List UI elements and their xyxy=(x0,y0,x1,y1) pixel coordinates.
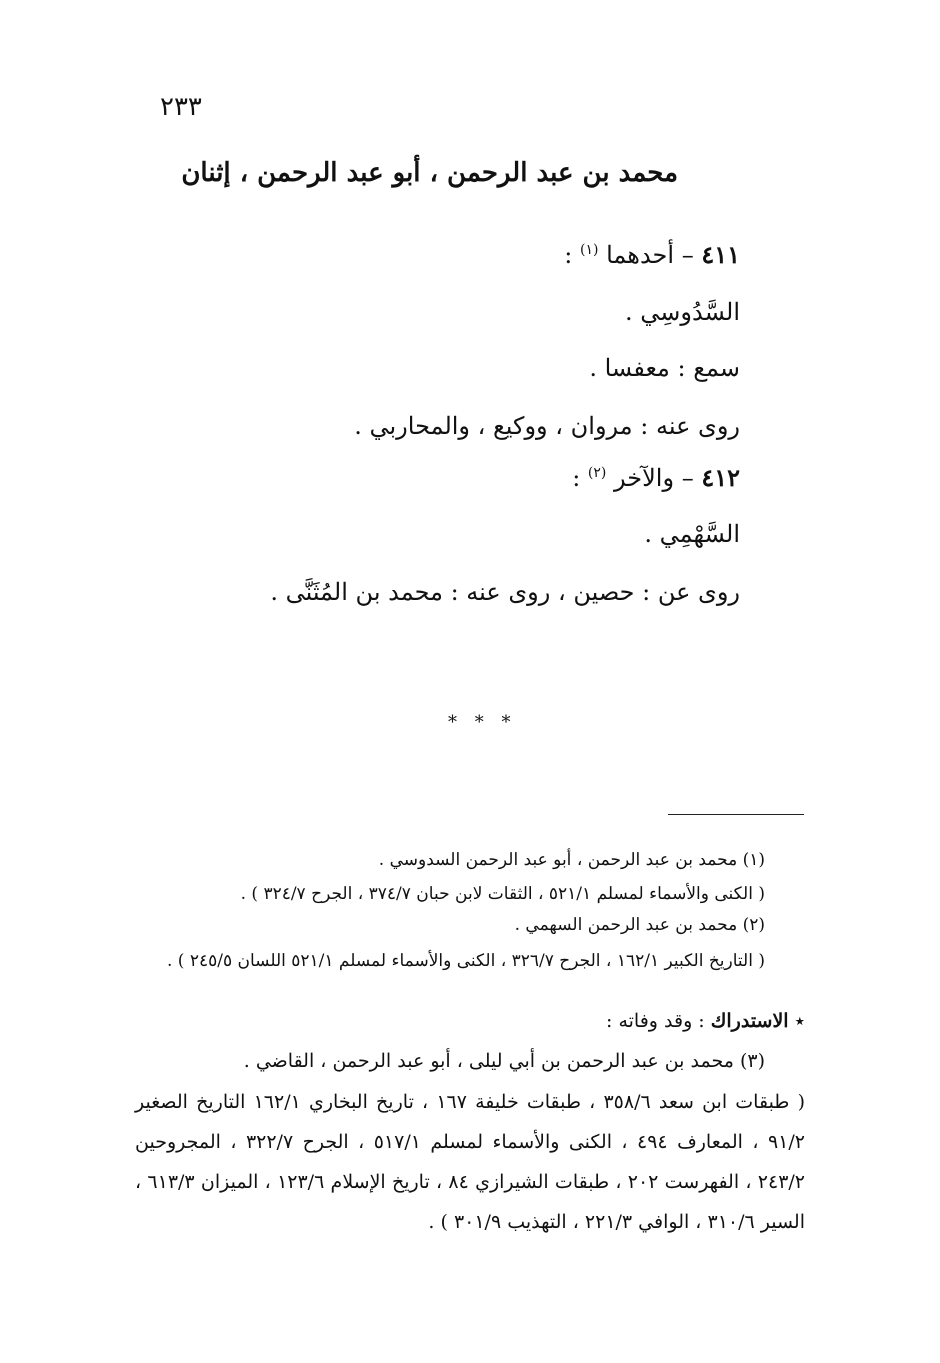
addendum-entry: (٣) محمد بن عبد الرحمن بن أبي ليلى ، أبو عبد الرحمن ، القاضي . xyxy=(243,1050,765,1072)
entry-title: والآخر xyxy=(614,464,675,492)
footnote-ref: (٢) xyxy=(587,465,607,481)
entry-412-nisba: السَّهْمِي . xyxy=(644,520,740,548)
entry-dash: – xyxy=(674,241,702,269)
addendum-label-rest: : وقد وفاته : xyxy=(606,1010,711,1032)
footnote-2-sources: ( التاريخ الكبير ١٦٢/١ ، الجرح ٣٢٦/٧ ، الكنى والأسماء لمسلم ٥٢١/١ اللسان ٢٤٥/٥ ) . xyxy=(166,951,765,971)
addendum-heading xyxy=(606,1010,805,1032)
page-number: ٢٣٣ xyxy=(160,92,202,122)
entry-title: أحدهما xyxy=(606,241,675,269)
section-heading: محمد بن عبد الرحمن ، أبو عبد الرحمن ، إثنان xyxy=(181,158,678,188)
addendum-label: الاستدراك xyxy=(710,1010,789,1032)
addendum-sources: ( طبقات ابن سعد ٣٥٨/٦ ، طبقات خليفة ١٦٧ ، تاريخ البخاري ١٦٢/١ التاريخ الصغير ٩١/٢ ، المعارف ٤٩٤ ، الكنى والأسماء لمسلم ٥١٧/١ ، الجرح ٣٢٢/٧ ، المجروحين ٢٤٣/٢ ، الفهرست ٢٠٢ ، طبقات الشيرازي ٨٤ ، تاريخ الإسلام ١٢٣/٦ ، الميزان ٦١٣/٣ ، السير ٣١٠/٦ ، الوافي ٢٢١/٣ ، التهذيب ٣٠١/٩ ) . xyxy=(135,1091,806,1233)
entry-412-header xyxy=(572,463,740,492)
entry-number: ٤١١ xyxy=(701,240,740,269)
entry-colon: : xyxy=(572,464,588,492)
footnote-2: (٢) محمد بن عبد الرحمن السهمي . xyxy=(514,915,765,935)
bullet-icon: ٭ xyxy=(794,1010,805,1032)
entry-411-heard: سمع : معفسا . xyxy=(589,354,740,382)
footnote-divider xyxy=(668,814,804,815)
entry-dash: – xyxy=(674,464,702,492)
entry-number: ٤١٢ xyxy=(701,463,740,492)
entry-colon: : xyxy=(564,241,580,269)
footnote-ref: (١) xyxy=(580,242,599,258)
entry-411-header xyxy=(564,240,740,269)
section-separator: * * * xyxy=(448,712,517,733)
footnote-1-sources: ( الكنى والأسماء لمسلم ٥٢١/١ ، الثقات لابن حبان ٣٧٤/٧ ، الجرح ٣٢٤/٧ ) . xyxy=(240,884,765,904)
entry-411-nisba: السَّدُوسِي . xyxy=(625,298,740,326)
footnote-1: (١) محمد بن عبد الرحمن ، أبو عبد الرحمن السدوسي . xyxy=(378,850,765,870)
entry-411-narrators: روى عنه : مروان ، ووكيع ، والمحاربي . xyxy=(354,412,740,440)
entry-412-narrators: روى عن : حصين ، روى عنه : محمد بن المُثَنَّى . xyxy=(270,578,740,606)
